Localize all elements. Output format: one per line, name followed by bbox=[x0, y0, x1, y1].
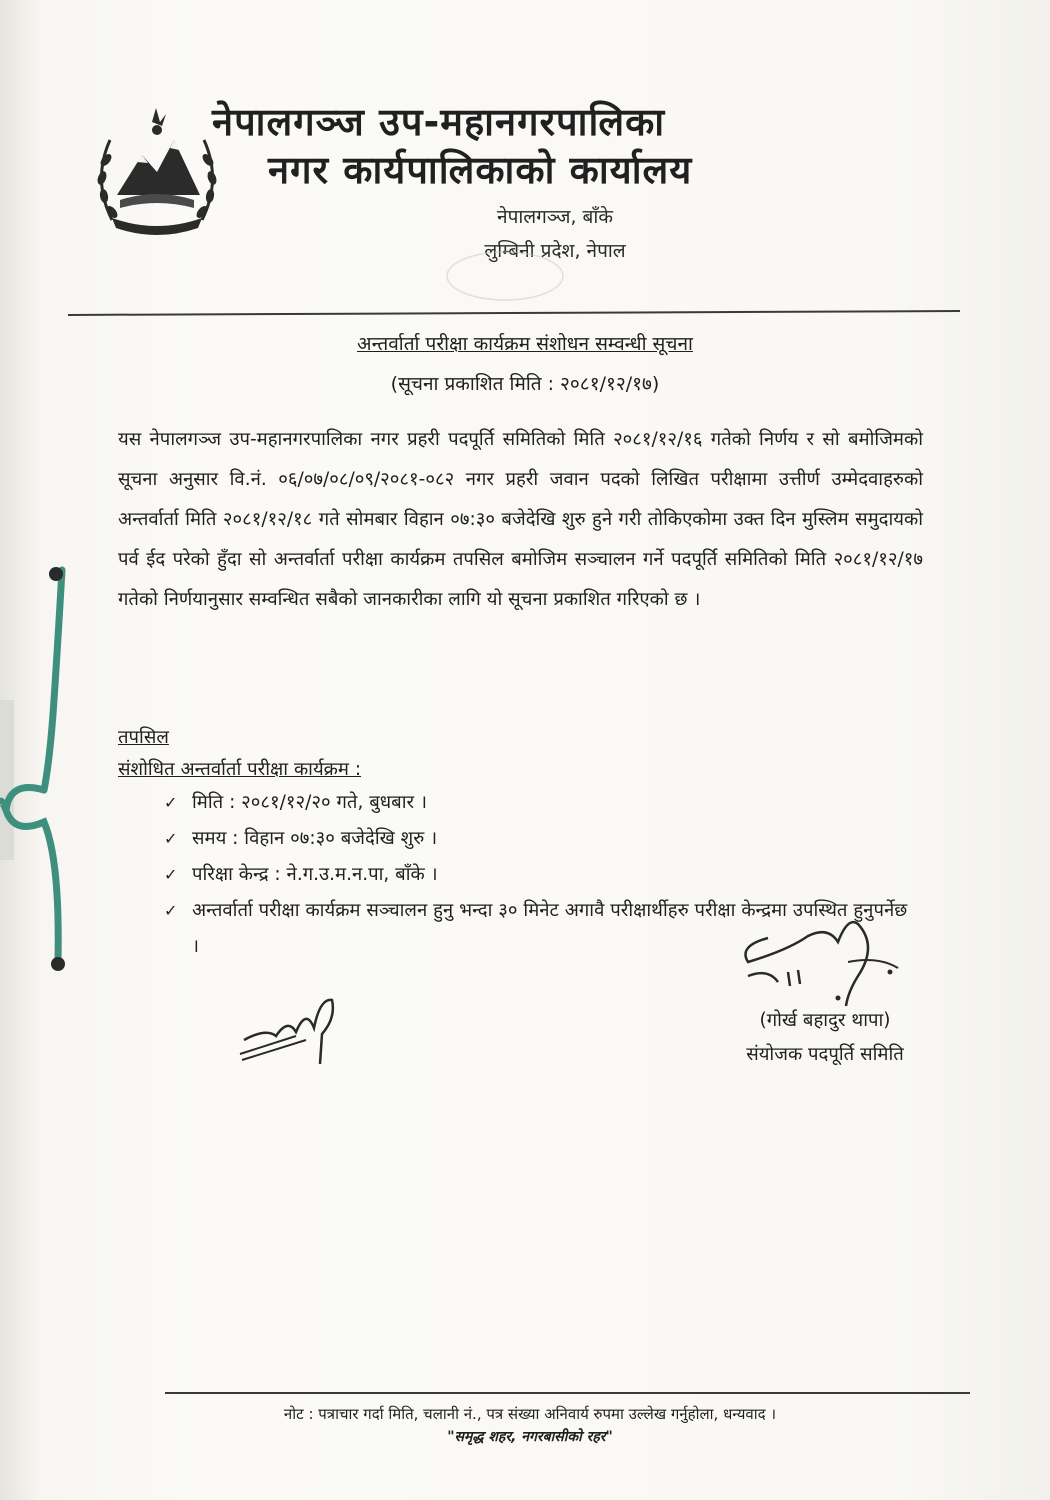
right-signature bbox=[728, 906, 918, 1016]
schedule-item-text: परिक्षा केन्द्र : ने.ग.उ.म.न.पा, बाँके । bbox=[192, 864, 438, 885]
schedule-subheading: संशोधित अन्तर्वार्ता परीक्षा कार्यक्रम : bbox=[118, 759, 362, 780]
signatory-name: (गोर्ख बहादुर थापा) bbox=[759, 1010, 891, 1031]
faint-seal-stamp bbox=[440, 248, 570, 308]
notice-body: यस नेपालगञ्ज उप-महानगरपालिका नगर प्रहरी पदपूर्ति समितिको मिति २०८१/१२/१६ गतेको निर्णय र सो बमोजिमको सूचना अनुसार वि.नं. ०६/०७/०८/०९/२०८१-०८२ नगर प्रहरी जवान पदको लिखित परीक्षामा उत्तीर्ण उम्मेदवाहरुको अन्तर्वार्ता मिति २०८१/१२/१८ गते सोमबार विहान ०७:३० बजेदेखि शुरु हुने गरी तोकिएकोमा उक्त दिन मुस्लिम समुदायको पर्व ईद परेको हुँदा सो अन्तर्वार्ता परीक्षा कार्यक्रम तपसिल बमोजिम सञ्चालन गर्ने पदपूर्ति समितिको मिति २०८१/१२/१७ गतेको निर्णयानुसार सम्वन्धित सबैको जानकारीका लागि यो सूचना प्रकाशित गरिएको छ । bbox=[118, 429, 923, 610]
schedule-item-text: अन्तर्वार्ता परीक्षा कार्यक्रम सञ्चालन हुनु भन्दा ३० मिनेट अगावै परीक्षार्थीहरु परीक्षा केन्द्रमा उपस्थित हुनुपर्नेछ । bbox=[192, 900, 908, 957]
notice-title: अन्तर्वार्ता परीक्षा कार्यक्रम संशोधन सम्वन्धी सूचना bbox=[357, 333, 693, 355]
left-signature bbox=[236, 988, 356, 1068]
footer-note: नोट : पत्राचार गर्दा मिति, चलानी नं., पत्र संख्या अनिवार्य रुपमा उल्लेख गर्नुहोला, धन्यवाद । bbox=[283, 1405, 777, 1423]
address-city: नेपालगञ्ज, बाँके bbox=[497, 206, 613, 228]
office-title-line1: नेपालगञ्ज उप-महानगरपालिका bbox=[212, 100, 666, 144]
check-icon: ✓ bbox=[164, 865, 178, 884]
footer-slogan: "समृद्ध शहर, नगरबासीको रहर" bbox=[447, 1429, 613, 1445]
binding-string bbox=[0, 560, 90, 980]
nepal-emblem-icon bbox=[82, 100, 232, 250]
signatory-block bbox=[720, 1004, 930, 1072]
schedule-item-time bbox=[160, 821, 920, 857]
schedule-item-venue bbox=[160, 857, 920, 893]
office-title bbox=[212, 98, 852, 194]
schedule-item-date bbox=[160, 785, 920, 821]
schedule-heading: तपसिल bbox=[118, 727, 169, 748]
schedule-item-text: समय : विहान ०७:३० बजेदेखि शुरु । bbox=[192, 828, 438, 849]
schedule-item-text: मिति : २०८१/१२/२० गते, बुधबार । bbox=[192, 792, 427, 813]
notice-published-date: (सूचना प्रकाशित मिति : २०८१/१२/१७) bbox=[390, 373, 660, 395]
office-title-line2: नगर कार्यपालिकाको कार्यालय bbox=[268, 148, 693, 192]
check-icon: ✓ bbox=[164, 793, 178, 812]
check-icon: ✓ bbox=[164, 829, 178, 848]
address-province: लुम्बिनी प्रदेश, नेपाल bbox=[484, 240, 626, 262]
signatory-designation: संयोजक पदपूर्ति समिति bbox=[746, 1044, 904, 1065]
footer-divider bbox=[165, 1392, 970, 1394]
check-icon: ✓ bbox=[164, 901, 178, 920]
